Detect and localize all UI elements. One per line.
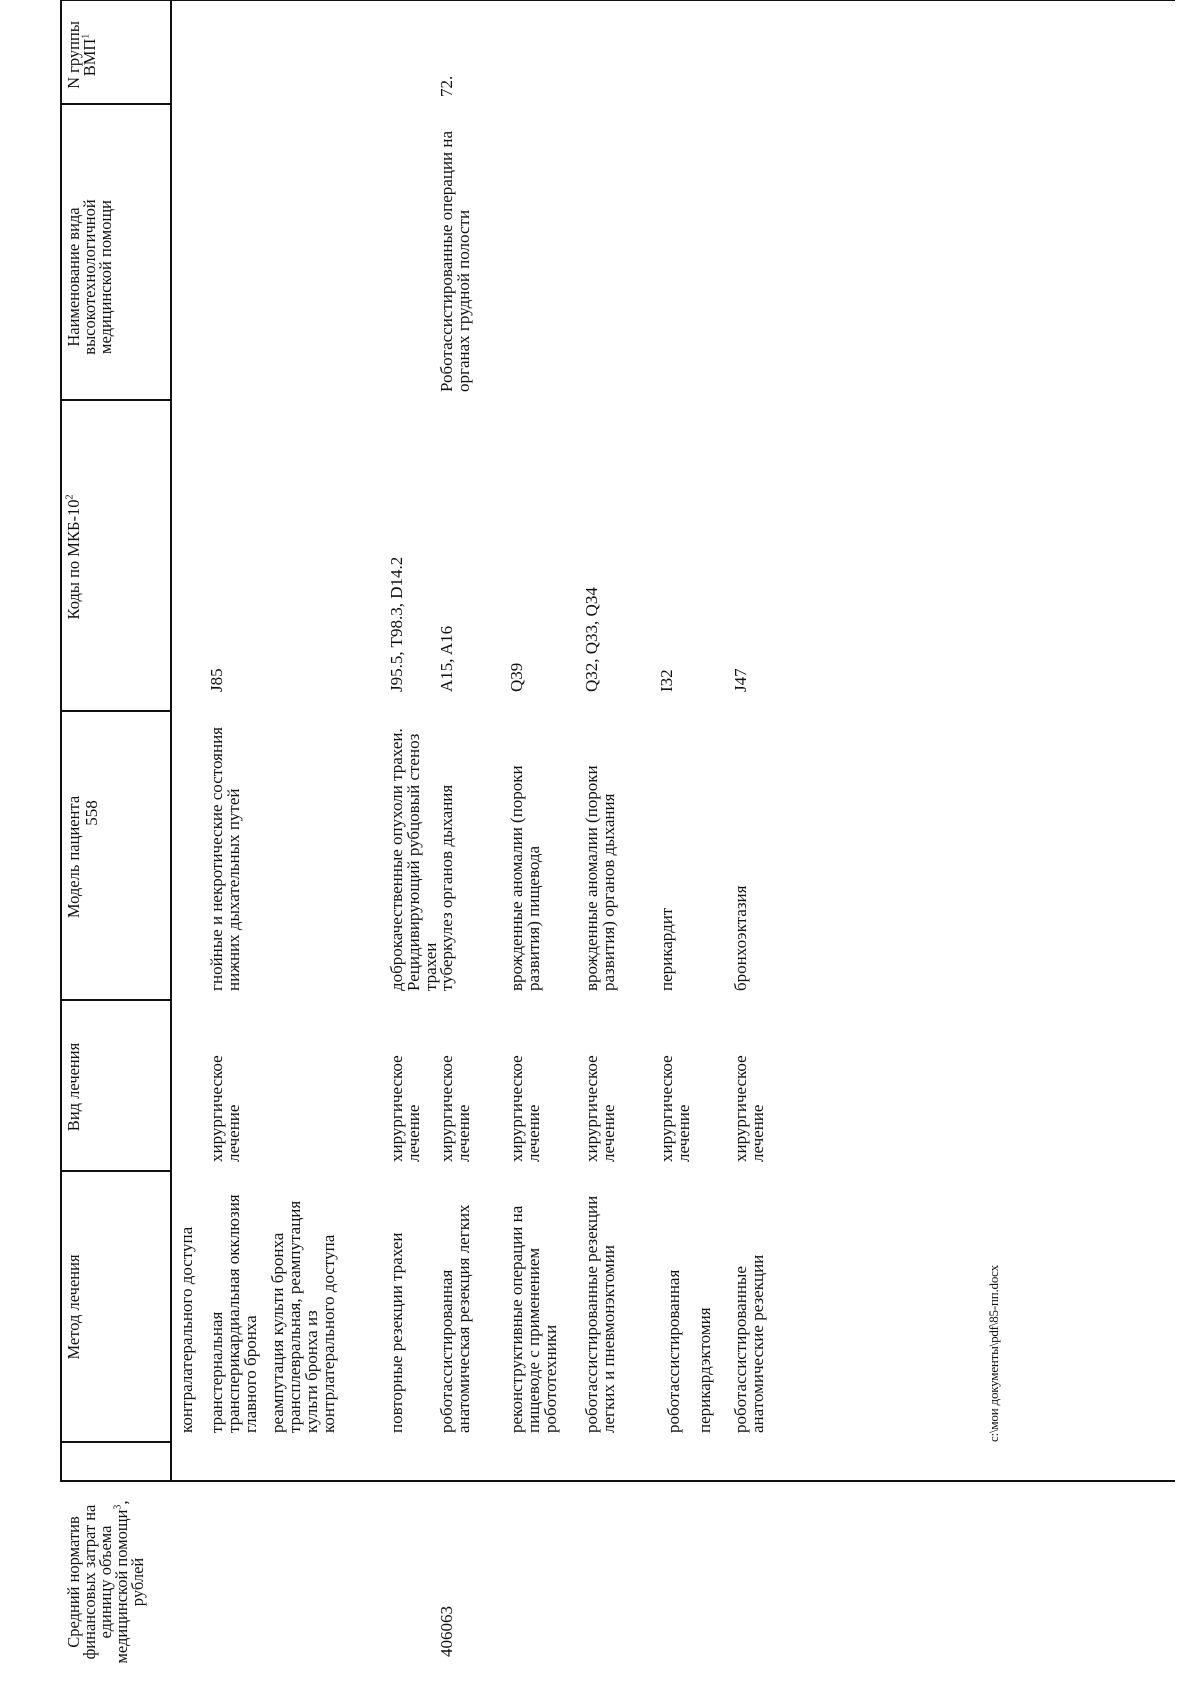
type-cell: хирургическое лечение [582,1055,618,1162]
header-norm: Средний норматив финансовых затрат на единицу объема медицинской помощи$^3$, рублей [64,1500,147,1664]
header-type: Вид лечения [64,1042,83,1132]
model-cell: врожденные аномалии (пороки развития) пищевода [507,765,543,991]
header-method: Метод лечения [64,1254,83,1360]
codes-cell: J95.5, T98.3, D14.2 [387,556,406,692]
type-cell: хирургическое лечение [207,1055,243,1162]
method-cell: роботассистированные анатомические резекции [731,1254,767,1433]
codes-cell: I32 [657,669,676,692]
method-cell: роботассистированная анатомическая резекция легких [437,1204,473,1433]
model-cell: бронхоэктазия [731,885,750,991]
model-cell: перикардит [657,907,676,991]
method-cell: повторные резекции трахеи [387,1232,406,1433]
norm-cell: 406063 [437,1606,456,1657]
method-cell: контралатерального доступа [177,1226,196,1433]
method-item: реампутация культи бронха трансплевральная, реампутация культи бронха из контрлатерального доступа [268,1200,338,1433]
type-cell: хирургическое лечение [731,1055,767,1162]
footer-path: c:\мои документы\pdf\85-пп.docx [986,1265,1001,1442]
table-right-border [60,1481,1175,1483]
col-sep-1 [60,104,171,106]
codes-cell: A15, A16 [437,625,456,692]
table-left-border [60,0,1175,1]
method-cell: роботассистированные резекции легких и пневмонэктомии [582,1195,618,1433]
codes-cell: Q39 [507,662,526,692]
group-cell: 72. [437,75,456,97]
type-cell: хирургическое лечение [657,1055,693,1162]
name-cell: Роботассистированные операции на органах грудной полости [437,130,473,392]
method-cell: роботассистированная перикардэктомия [664,1269,714,1433]
codes-cell: J47 [731,668,750,692]
col-sep-6 [60,1442,171,1444]
model-cell: врожденные аномалии (пороки развития) органов дыхания [582,765,618,991]
codes-cell: J85 [207,668,226,692]
col-sep-5 [60,1171,171,1173]
page-number: 558 [82,800,101,826]
method-cell: реконструктивные операции на пищеводе с применением робототехники [507,1205,560,1433]
method-cell [208,1178,337,1433]
type-cell: хирургическое лечение [387,1055,423,1162]
type-cell: хирургическое лечение [507,1055,543,1162]
codes-cell: Q32, Q33, Q34 [582,587,601,692]
header-model: Модель пациента [64,795,83,919]
col-sep-2 [60,400,171,402]
model-cell: туберкулез органов дыхания [437,784,456,991]
type-cell: хирургическое лечение [437,1055,473,1162]
table-top-border [60,0,62,1482]
header-codes: Коды по МКБ-$10^2$ [64,494,83,620]
header-group: N группы ВМП$^1$ [64,21,99,89]
model-cell: гнойные и некротические состояния нижних дыхательных путей [207,727,243,991]
header-bottom-border [170,0,172,1482]
col-sep-4 [60,1000,171,1002]
header-name: Наименование вида высокотехнологичной медицинской помощи [64,199,115,355]
col-sep-3 [60,711,171,713]
model-cell: доброкачественные опухоли трахеи. Рецидивирующий рубцовый стеноз трахеи [387,728,440,991]
method-item: транстернальная трансперикардиальная окклюзия главного бронха [207,1194,260,1433]
